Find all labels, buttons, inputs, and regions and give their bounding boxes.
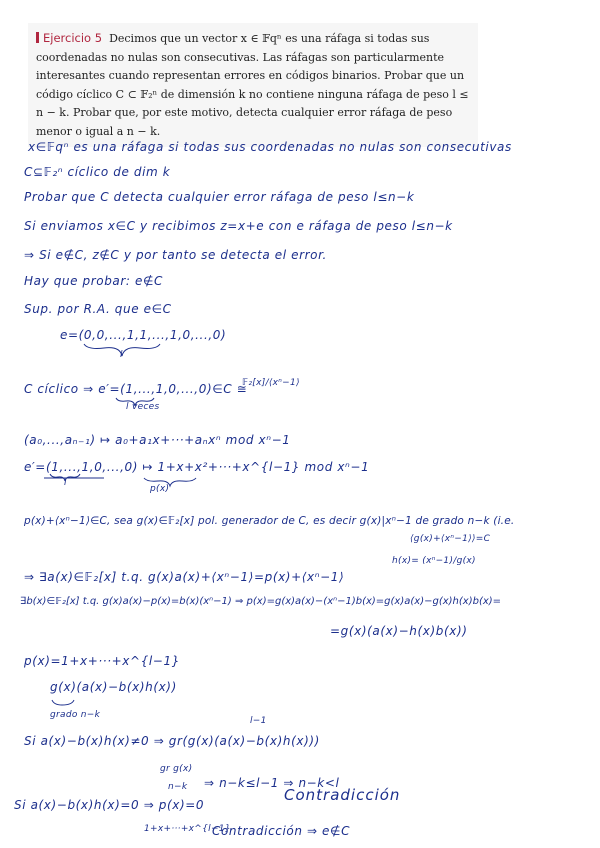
note-line: Si a(x)−b(x)h(x)=0 ⇒ p(x)=0 xyxy=(14,798,205,812)
note-annotation: gr g(x) xyxy=(160,764,193,774)
underbrace-mark xyxy=(84,344,160,356)
note-annotation: h(x)= (xⁿ−1)/g(x) xyxy=(392,556,476,566)
underbrace-mark xyxy=(144,478,196,486)
note-annotation: 1+x+···+x^{l−1} xyxy=(144,824,231,834)
note-annotation: l−1 xyxy=(250,716,267,726)
note-line: Hay que probar: e∉C xyxy=(24,274,163,288)
note-line: Si enviamos x∈C y recibimos z=x+e con e ráfaga de peso l≤n−k xyxy=(24,219,453,233)
note-quotient: 𝔽₂[x]/⟨xⁿ−1⟩ xyxy=(242,378,300,388)
note-annotation: n−k xyxy=(168,782,188,792)
note-line: Si a(x)−b(x)h(x)≠0 ⇒ gr(g(x)(a(x)−b(x)h(x))) xyxy=(24,734,320,748)
note-annotation: l xyxy=(64,478,67,488)
note-annotation: ⟨g(x)+⟨xⁿ−1⟩⟩=C xyxy=(410,534,491,544)
note-line: Probar que C detecta cualquier error ráfaga de peso l≤n−k xyxy=(24,190,415,204)
note-line: p(x)+⟨xⁿ−1⟩∈C, sea g(x)∈𝔽₂[x] pol. generador de C, es decir g(x)|xⁿ−1 de grado n−k (i.e. xyxy=(24,515,515,527)
note-line: p(x)=1+x+···+x^{l−1} xyxy=(24,654,180,668)
note-line: e=(0,0,...,1,1,...,1,0,...,0) xyxy=(60,328,227,342)
underbrace-mark xyxy=(116,398,154,406)
note-line: ⇒ Si e∉C, z∉C y por tanto se detecta el error. xyxy=(24,248,327,262)
note-line: g(x)(a(x)−b(x)h(x)) xyxy=(50,680,177,694)
note-line: x∈𝔽qⁿ es una ráfaga si todas sus coordenadas no nulas son consecutivas xyxy=(28,140,512,154)
note-line: (a₀,...,aₙ₋₁) ↦ a₀+a₁x+···+aₙxⁿ mod xⁿ−1 xyxy=(24,433,291,447)
note-line: C⊆𝔽₂ⁿ cíclico de dim k xyxy=(24,165,171,179)
note-line: ⇒ n−k≤l−1 ⇒ n−k<l xyxy=(204,776,340,790)
note-line: =g(x)(a(x)−h(x)b(x)) xyxy=(330,624,468,638)
note-line: Contradicción ⇒ e∉C xyxy=(212,824,351,838)
note-line: ⇒ ∃a(x)∈𝔽₂[x] t.q. g(x)a(x)+⟨xⁿ−1⟩=p(x)+⟨xⁿ−1⟩ xyxy=(24,570,345,584)
note-annotation: l xyxy=(120,350,123,360)
note-annotation: grado n−k xyxy=(50,710,101,720)
note-line: e′=(1,...,1,0,...,0) ↦ 1+x+x²+···+x^{l−1} mod xⁿ−1 xyxy=(24,460,370,474)
exercise-tag: Ejercicio 5 xyxy=(43,31,103,45)
note-contradiction: Contradicción xyxy=(284,786,401,804)
note-annotation: l veces xyxy=(126,402,160,412)
note-line: Sup. por R.A. que e∈C xyxy=(24,302,172,316)
underbrace-mark xyxy=(52,700,74,705)
note-line: C cíclico ⇒ e′=(1,...,1,0,...,0)∈C ≅ xyxy=(24,382,248,396)
exercise-body: Decimos que un vector x ∈ 𝔽qⁿ es una ráfaga si todas sus coordenadas no nulas son consecutivas. Las ráfagas son particularmente interesantes cuando representan errores en códigos binarios. Probar que un código cíclico C ⊂ 𝔽₂ⁿ de dimensión k no contiene ninguna ráfaga de peso l ≤ n − k. Probar que, por este motivo, detecta cualquier error ráfaga de peso menor o igual a n − k. xyxy=(36,32,469,138)
note-annotation: p(x) xyxy=(150,484,170,494)
note-line: ∃b(x)∈𝔽₂[x] t.q. g(x)a(x)−p(x)=b(x)(xⁿ−1) ⇒ p(x)=g(x)a(x)−(xⁿ−1)b(x)=g(x)a(x)−g(x)h(x)b(x)= xyxy=(20,596,502,607)
